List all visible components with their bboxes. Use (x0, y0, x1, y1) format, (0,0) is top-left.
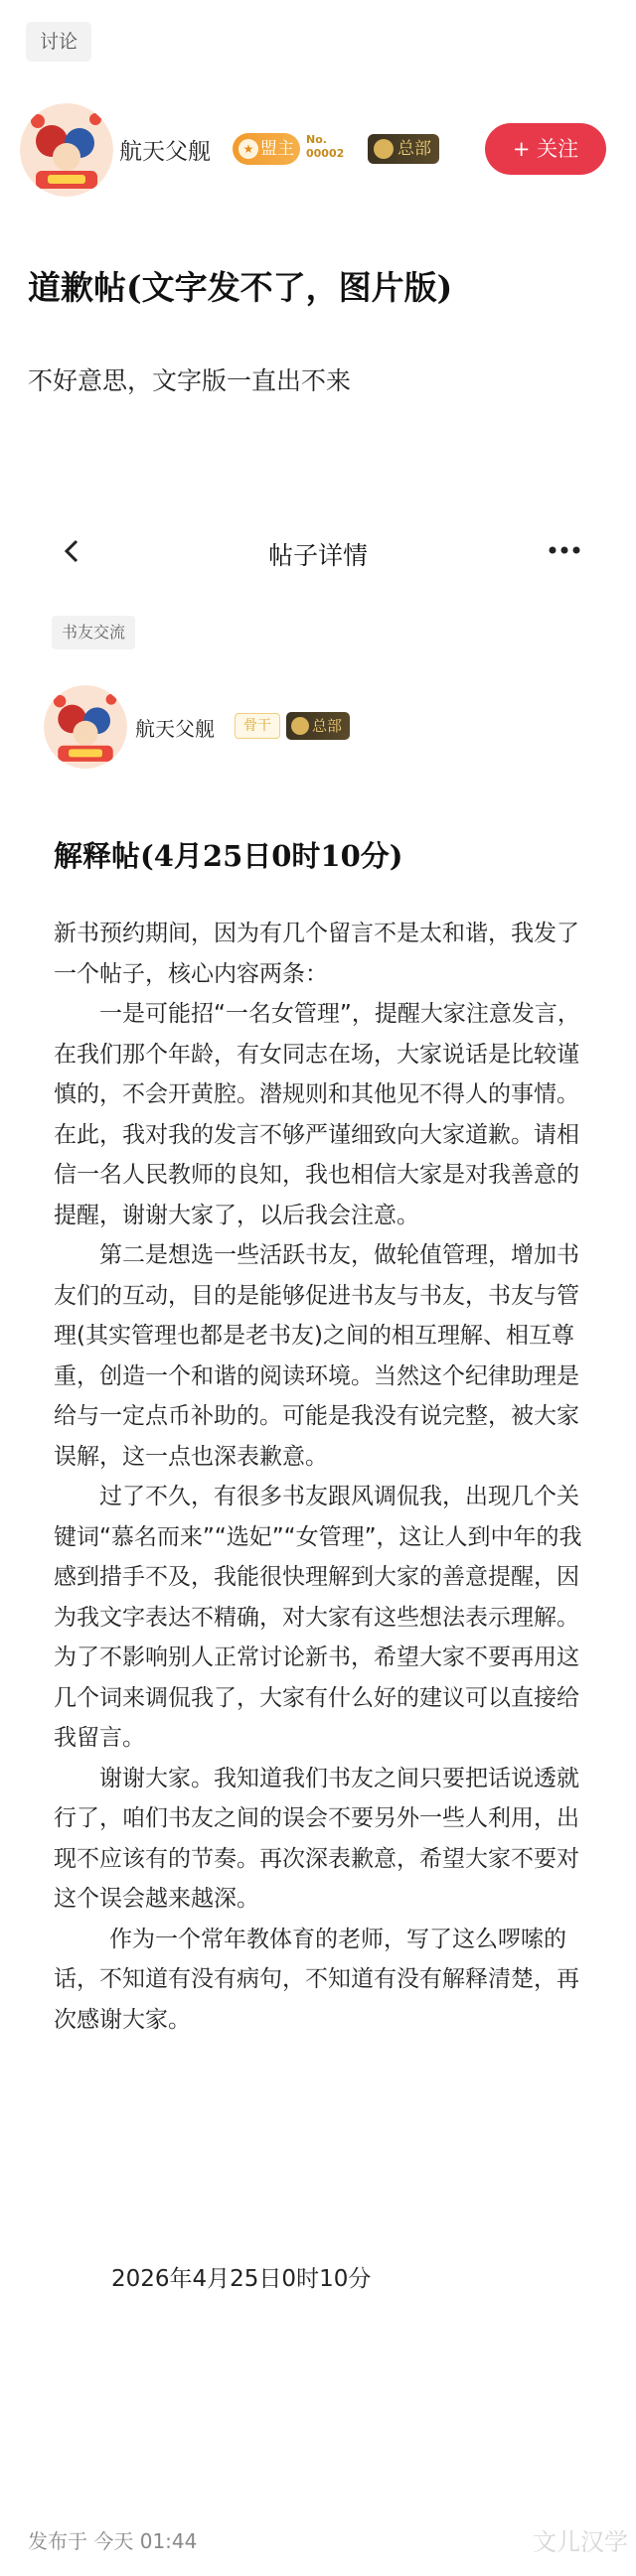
mod-badge (233, 133, 300, 165)
inner-author-header (44, 685, 600, 771)
paragraph: 新书预约期间，因为有几个留言不是太和谐，我发了一个帖子，核心内容两条： (54, 921, 579, 987)
post-body: 不好意思，文字版一直出不来 (28, 366, 352, 395)
rank-number (306, 133, 344, 161)
shield-icon: ★ (238, 139, 258, 159)
follow-button[interactable] (485, 123, 606, 175)
crown-icon (374, 139, 394, 159)
watermark: 文儿汉学 (533, 2528, 628, 2556)
inner-topic-tag: 书友交流 (52, 616, 135, 649)
inner-author-name: 航天父舰 (135, 717, 215, 741)
crown-icon (291, 717, 309, 735)
inner-hq-badge (286, 712, 350, 740)
author-header (20, 103, 616, 199)
plus-icon: + (512, 137, 531, 161)
hq-badge (368, 134, 439, 164)
publish-time: 发布于 今天 01:44 (28, 2529, 198, 2553)
rank-number-line1: No. (306, 133, 327, 146)
paragraph: 谢谢大家。我知道我们书友之间只要把话说透就行了，咱们书友之间的误会不要另外一些人利用，出现不应该有的节奏。再次深表歉意，希望大家不要对这个误会越来越深。 (54, 1765, 579, 1912)
inner-avatar (44, 685, 127, 769)
author-name[interactable]: 航天父舰 (119, 139, 211, 165)
more-icon[interactable] (545, 538, 584, 562)
paragraph: 作为一个常年教体育的老师，写了这么啰嗦的话，不知道有没有病句，不知道有没有解释清楚，再次感谢大家。 (54, 1926, 579, 2033)
post-title: 道歉帖(文字发不了，图片版) (28, 268, 453, 307)
rank-number-line2: 00002 (306, 147, 345, 160)
inner-post-heading: 解释帖(4月25日0时10分) (54, 839, 403, 873)
hq-badge-label: 总部 (398, 139, 431, 159)
mod-badge-label: 盟主 (260, 139, 294, 159)
inner-page-title: 帖子详情 (267, 541, 368, 570)
inner-nav-bar (0, 524, 636, 580)
backbone-badge: 骨干 (235, 713, 280, 739)
inner-post-content (54, 914, 596, 2040)
inner-post-date: 2026年4月25日0时10分 (111, 2266, 372, 2292)
paragraph: 一是可能招“一名女管理”，提醒大家注意发言，在我们那个年龄，有女同志在场，大家说话是比较谨慎的，不会开黄腔。潜规则和其他见不得人的事情。在此，我对我的发言不够严谨细致向大家道歉。请相信一名人民教师的良知，我也相信大家是对我善意的提醒，谢谢大家了，以后我会注意。 (54, 1001, 580, 1228)
topic-tag[interactable]: 讨论 (26, 22, 91, 62)
inner-hq-badge-label: 总部 (312, 717, 343, 735)
avatar[interactable] (20, 103, 113, 197)
paragraph: 过了不久，有很多书友跟风调侃我，出现几个关键词“慕名而来”“选妃”“女管理”，这让人到中年的我感到措手不及，我能很快理解到大家的善意提醒，因为我文字表达不精确，对大家有这些想法表示理解。为了不影响别人正常讨论新书，希望大家不要再用这几个词来调侃我了，大家有什么好的建议可以直接给我留言。 (54, 1484, 582, 1751)
follow-label: 关注 (537, 137, 579, 161)
paragraph: 第二是想选一些活跃书友，做轮值管理，增加书友们的互动，目的是能够促进书友与书友，书友与管理(其实管理也都是老书友)之间的相互理解、相互尊重，创造一个和谐的阅读环境。当然这个纪律助理是给与一定点币补助的。可能是我没有说完整，被大家误解，这一点也深表歉意。 (54, 1242, 579, 1470)
